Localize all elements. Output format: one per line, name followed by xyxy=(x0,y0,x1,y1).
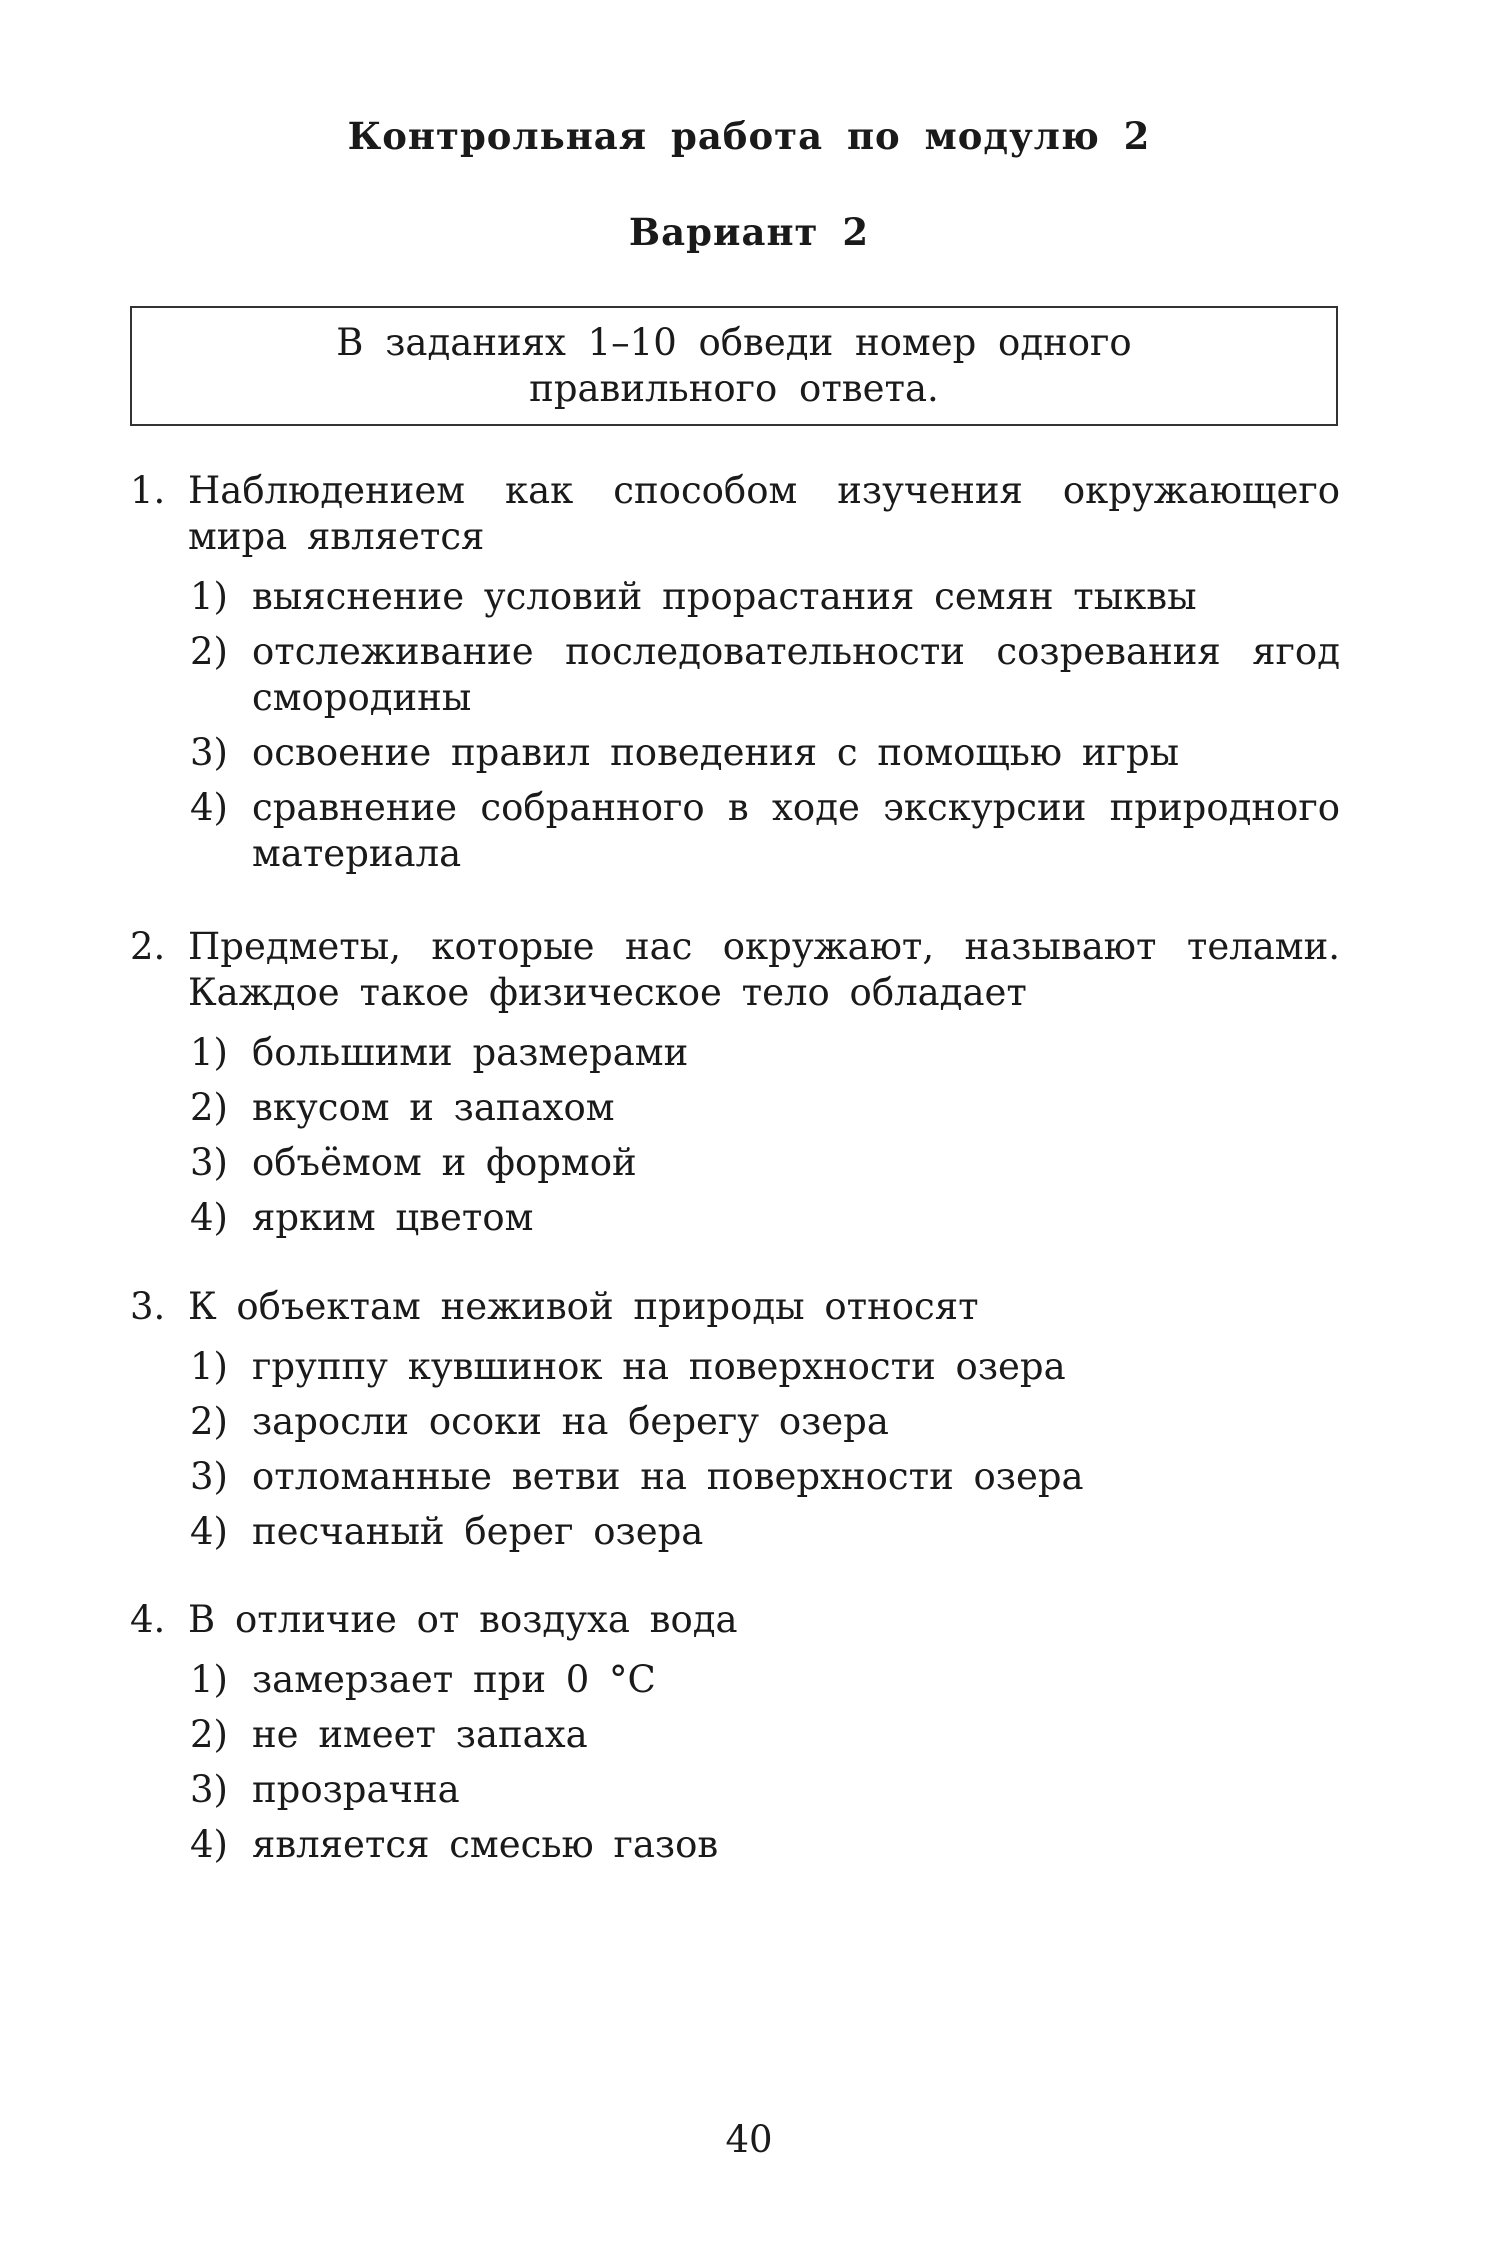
answer-option[interactable] xyxy=(130,1822,1340,1868)
option-text: объёмом и формой xyxy=(252,1141,637,1184)
option-text: отслеживание последовательности созревания ягод смородины xyxy=(252,630,1340,719)
option-text: вкусом и запахом xyxy=(252,1086,615,1129)
option-number: 1) xyxy=(190,1031,228,1074)
option-number: 1) xyxy=(190,575,228,618)
option-text: сравнение собранного в ходе экскурсии природного материала xyxy=(252,786,1340,875)
option-text: освоение правил поведения с помощью игры xyxy=(252,731,1180,774)
option-number: 4) xyxy=(190,1823,228,1866)
instruction-box xyxy=(130,306,1338,426)
option-number: 1) xyxy=(190,1345,228,1388)
answer-option[interactable] xyxy=(130,730,1340,776)
question-text xyxy=(130,924,1340,1016)
answer-option[interactable] xyxy=(130,1030,1340,1076)
answer-options xyxy=(130,1030,1340,1241)
page-title: Контрольная работа по модулю 2 xyxy=(347,114,1151,158)
answer-option[interactable] xyxy=(130,629,1340,721)
option-text: замерзает при 0 °С xyxy=(252,1658,656,1701)
question-3 xyxy=(130,1284,1340,1564)
answer-option[interactable] xyxy=(130,1344,1340,1390)
option-number: 2) xyxy=(190,630,228,673)
answer-options xyxy=(130,1344,1340,1555)
option-text: заросли осоки на берегу озера xyxy=(252,1400,889,1443)
instruction-text: В заданиях 1–10 обведи номер одного правильного ответа. xyxy=(336,321,1132,410)
option-number: 3) xyxy=(190,1455,228,1498)
option-text: выяснение условий прорастания семян тыквы xyxy=(252,575,1197,618)
question-stem: К объектам неживой природы относят xyxy=(188,1285,979,1328)
answer-option[interactable] xyxy=(130,1454,1340,1500)
question-stem: В отличие от воздуха вода xyxy=(188,1598,738,1641)
answer-option[interactable] xyxy=(130,1195,1340,1241)
option-text: большими размерами xyxy=(252,1031,689,1074)
question-stem: Наблюдением как способом изучения окружающего мира является xyxy=(188,469,1340,558)
answer-option[interactable] xyxy=(130,785,1340,877)
option-number: 2) xyxy=(190,1713,228,1756)
option-number: 4) xyxy=(190,786,228,829)
answer-option[interactable] xyxy=(130,1399,1340,1445)
answer-option[interactable] xyxy=(130,1509,1340,1555)
answer-option[interactable] xyxy=(130,574,1340,620)
answer-option[interactable] xyxy=(130,1085,1340,1131)
question-text xyxy=(130,1597,1340,1643)
option-text: является смесью газов xyxy=(252,1823,719,1866)
question-number: 2. xyxy=(130,925,166,968)
option-number: 1) xyxy=(190,1658,228,1701)
option-number: 4) xyxy=(190,1196,228,1239)
option-text: прозрачна xyxy=(252,1768,460,1811)
option-number: 3) xyxy=(190,731,228,774)
variant-title: Вариант 2 xyxy=(628,210,870,254)
answer-option[interactable] xyxy=(130,1140,1340,1186)
question-number: 4. xyxy=(130,1598,166,1641)
answer-options xyxy=(130,574,1340,877)
question-text xyxy=(130,468,1340,560)
question-1 xyxy=(130,468,1340,886)
option-text: песчаный берег озера xyxy=(252,1510,704,1553)
question-4 xyxy=(130,1597,1340,1877)
option-text: группу кувшинок на поверхности озера xyxy=(252,1345,1066,1388)
question-number: 1. xyxy=(130,469,166,512)
option-number: 3) xyxy=(190,1141,228,1184)
option-number: 2) xyxy=(190,1086,228,1129)
option-text: ярким цветом xyxy=(252,1196,534,1239)
answer-option[interactable] xyxy=(130,1657,1340,1703)
page-number: 40 xyxy=(725,2118,773,2161)
option-text: не имеет запаха xyxy=(252,1713,588,1756)
question-stem: Предметы, которые нас окружают, называют телами. Каждое такое физическое тело обладает xyxy=(188,925,1340,1014)
question-2 xyxy=(130,924,1340,1250)
answer-options xyxy=(130,1657,1340,1868)
answer-option[interactable] xyxy=(130,1712,1340,1758)
option-number: 2) xyxy=(190,1400,228,1443)
option-number: 3) xyxy=(190,1768,228,1811)
question-number: 3. xyxy=(130,1285,166,1328)
option-number: 4) xyxy=(190,1510,228,1553)
question-text xyxy=(130,1284,1340,1330)
answer-option[interactable] xyxy=(130,1767,1340,1813)
option-text: отломанные ветви на поверхности озера xyxy=(252,1455,1084,1498)
